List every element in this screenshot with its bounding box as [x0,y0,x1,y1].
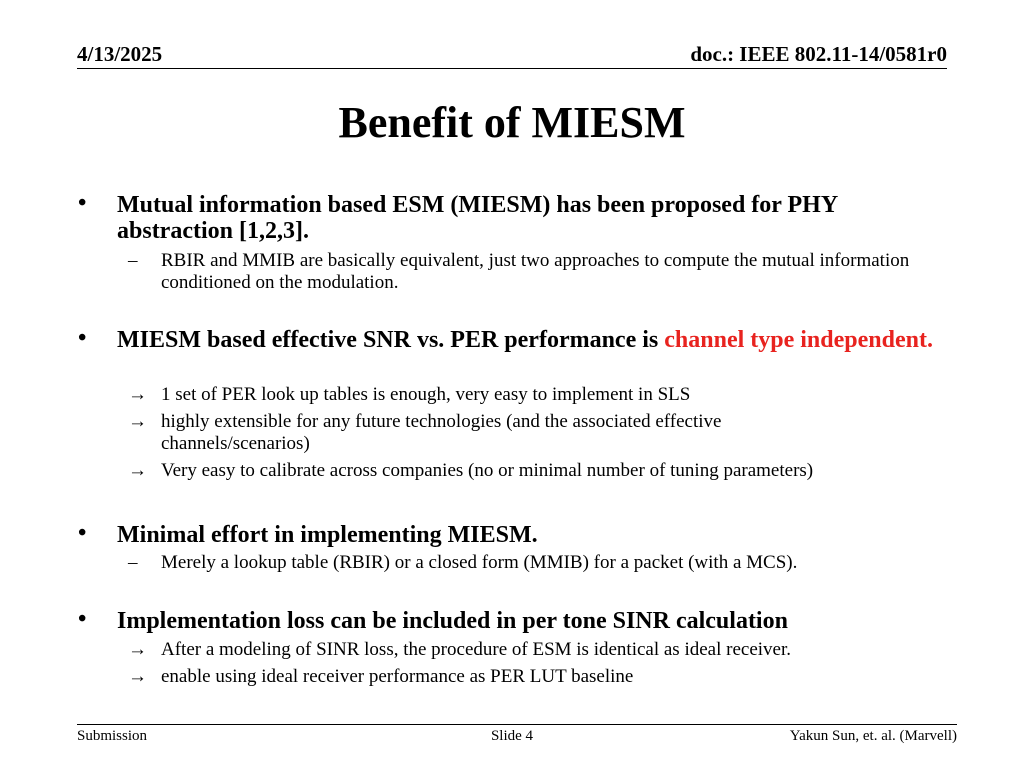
footer-submission: Submission [77,728,148,744]
arrow-icon: → [128,666,147,687]
sub-text: RBIR and MMIB are basically equivalent, just two approaches to compute the mutual information conditioned on the modulation. [161,250,910,293]
bullet-1-text: Mutual information based ESM (MIESM) has been proposed for PHY abstraction [1,2,3]. [117,192,838,244]
footer-slide-number: Slide 4 [490,728,534,744]
bullet-marker: • [78,520,87,546]
dash-marker: – [128,250,138,271]
dash-marker: – [128,552,138,573]
bullet-2-text [117,327,947,353]
sub-text: enable using ideal receiver performance as PER LUT baseline [161,666,634,687]
slide-title: Benefit of MIESM [338,98,686,147]
footer-divider [77,724,957,725]
sub-text: Very easy to calibrate across companies (no or minimal number of tuning parameters) [161,460,814,481]
sub-text: highly extensible for any future technologies (and the associated effective channels/scenarios) [161,411,722,454]
bullet-marker: • [78,190,87,216]
bullet-marker: • [78,606,87,632]
bullet-marker: • [78,325,87,351]
sub-text: After a modeling of SINR loss, the procedure of ESM is identical as ideal receiver. [161,639,791,660]
header-doc-id: doc.: IEEE 802.11-14/0581r0 [690,42,947,66]
bullet-2-highlight: channel type independent. [664,327,933,353]
header-divider [77,68,947,69]
sub-text: 1 set of PER look up tables is enough, very easy to implement in SLS [161,384,691,405]
arrow-icon: → [128,639,147,660]
arrow-icon: → [128,460,147,481]
arrow-icon: → [128,384,147,405]
bullet-2-text-main: MIESM based effective SNR vs. PER performance is [117,327,665,353]
arrow-icon: → [128,411,147,432]
bullet-3-text: Minimal effort in implementing MIESM. [117,522,538,548]
header-date: 4/13/2025 [77,42,163,66]
footer-authors: Yakun Sun, et. al. (Marvell) [789,728,957,744]
bullet-4-text: Implementation loss can be included in per tone SINR calculation [117,608,788,634]
sub-text: Merely a lookup table (RBIR) or a closed form (MMIB) for a packet (with a MCS). [161,552,798,573]
